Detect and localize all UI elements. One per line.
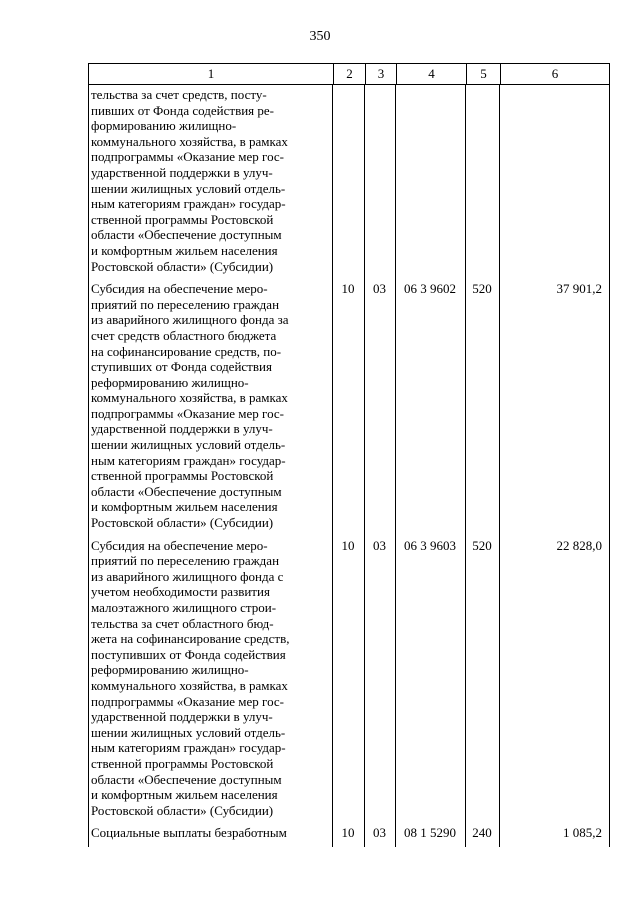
row-description: [88, 538, 332, 819]
desc-line: области «Обеспечение доступным: [91, 483, 282, 499]
row-description: [88, 87, 332, 274]
header-col-3: 3: [365, 64, 396, 84]
column-rule: [332, 85, 333, 847]
cell-section: 10: [341, 537, 355, 553]
desc-line: реформированию жилищно-: [91, 374, 249, 390]
desc-line: ственной программы Ростовской: [91, 211, 274, 227]
cell-target-code: [395, 87, 465, 274]
column-rule: [395, 85, 396, 847]
desc-line: малоэтажного жилищного строи-: [91, 600, 277, 615]
desc-line: поступивших от Фонда содействия: [91, 646, 286, 662]
cell-amount: 1 085,2: [563, 825, 602, 841]
desc-line: коммунального хозяйства, в рамках: [91, 133, 288, 149]
cell-expense-type: 240: [472, 825, 492, 841]
cell-amount: 22 828,0: [556, 537, 602, 553]
desc-line: подпрограммы «Оказание мер гос-: [91, 149, 284, 165]
column-rule: [88, 85, 89, 847]
desc-line: приятий по переселению граждан: [91, 553, 280, 569]
budget-table: [88, 63, 610, 847]
desc-line: ным категориям граждан» государ-: [91, 196, 286, 212]
desc-line: шении жилищных условий отдель-: [91, 437, 286, 453]
desc-line: жета на софинансирование средств,: [91, 631, 290, 647]
cell-expense-type: 520: [472, 281, 492, 297]
row-description: [88, 281, 332, 531]
table-row: [88, 538, 610, 826]
desc-line: шении жилищных условий отдель-: [91, 180, 286, 196]
cell-amount: [499, 87, 608, 274]
cell-section: 10: [341, 281, 355, 297]
cell-expense-type: 520: [472, 537, 492, 553]
desc-line: из аварийного жилищного фонда с: [91, 568, 284, 584]
cell-expense-type: [465, 87, 499, 274]
desc-line: ным категориям граждан» государ-: [91, 740, 286, 756]
cell-amount: 37 901,2: [556, 281, 602, 297]
desc-line: Ростовской области» (Субсидии): [91, 802, 274, 818]
desc-line: ступивших от Фонда содействия: [91, 359, 272, 375]
desc-line: Ростовской области» (Субсидии): [91, 515, 274, 531]
header-col-1: 1: [207, 66, 215, 81]
desc-line: учетом необходимости развития: [91, 584, 270, 600]
desc-line: счет средств областного бюджета: [91, 327, 277, 343]
desc-line: реформированию жилищно-: [91, 662, 249, 678]
desc-line: области «Обеспечение доступным: [91, 227, 282, 243]
desc-line: тельства за счет средств, посту-: [91, 87, 267, 102]
cell-target-code: 06 3 9602: [404, 281, 456, 297]
desc-line: ственной программы Ростовской: [91, 468, 274, 484]
table-body: [88, 85, 610, 847]
row-description: [88, 825, 332, 841]
desc-line: на софинансирование средств, по-: [91, 343, 282, 359]
header-col-4: 4: [396, 64, 466, 84]
cell-section: [332, 87, 364, 274]
cell-target-code: 06 3 9603: [404, 537, 456, 553]
column-rule: [609, 85, 610, 847]
table-row: [88, 281, 610, 538]
column-rule: [499, 85, 500, 847]
desc-line: Ростовской области» (Субсидии): [91, 258, 274, 274]
desc-line: пивших от Фонда содействия ре-: [91, 102, 275, 118]
desc-line: подпрограммы «Оказание мер гос-: [91, 693, 284, 709]
header-col-6: 6: [500, 64, 609, 84]
desc-line: и комфортным жильем населения: [91, 787, 278, 803]
cell-target-code: 08 1 5290: [404, 825, 456, 841]
table-header-row: [88, 63, 610, 85]
desc-line: подпрограммы «Оказание мер гос-: [91, 405, 284, 421]
cell-subsection: 03: [373, 825, 386, 841]
desc-line: и комфортным жильем населения: [91, 242, 278, 258]
desc-line: коммунального хозяйства, в рамках: [91, 677, 288, 693]
desc-line: формированию жилищно-: [91, 118, 237, 134]
header-col-5: 5: [466, 64, 500, 84]
cell-subsection: [364, 87, 395, 274]
column-rule: [465, 85, 466, 847]
desc-line: приятий по переселению граждан: [91, 296, 280, 312]
desc-line: и комфортным жильем населения: [91, 499, 278, 515]
desc-line: шении жилищных условий отдель-: [91, 724, 286, 740]
table-row: [88, 825, 610, 847]
desc-line: Социальные выплаты безработным: [91, 825, 287, 841]
column-rule: [364, 85, 365, 847]
desc-line: тельства за счет областного бюд-: [91, 615, 274, 631]
desc-line: ударственной поддержки в улуч-: [91, 164, 273, 180]
desc-line: Субсидия на обеспечение меро-: [91, 537, 268, 553]
cell-subsection: 03: [373, 537, 386, 553]
desc-line: ударственной поддержки в улуч-: [91, 421, 273, 437]
desc-line: ным категориям граждан» государ-: [91, 452, 286, 468]
desc-line: ударственной поддержки в улуч-: [91, 709, 273, 725]
header-col-2: 2: [333, 64, 365, 84]
desc-line: ственной программы Ростовской: [91, 755, 274, 771]
desc-line: коммунального хозяйства, в рамках: [91, 390, 288, 406]
table-row: [88, 85, 610, 281]
desc-line: области «Обеспечение доступным: [91, 771, 282, 787]
desc-line: Субсидия на обеспечение меро-: [91, 281, 268, 297]
cell-section: 10: [341, 825, 355, 841]
page-number: 350: [309, 29, 331, 44]
desc-line: из аварийного жилищного фонда за: [91, 312, 289, 328]
cell-subsection: 03: [373, 281, 386, 297]
